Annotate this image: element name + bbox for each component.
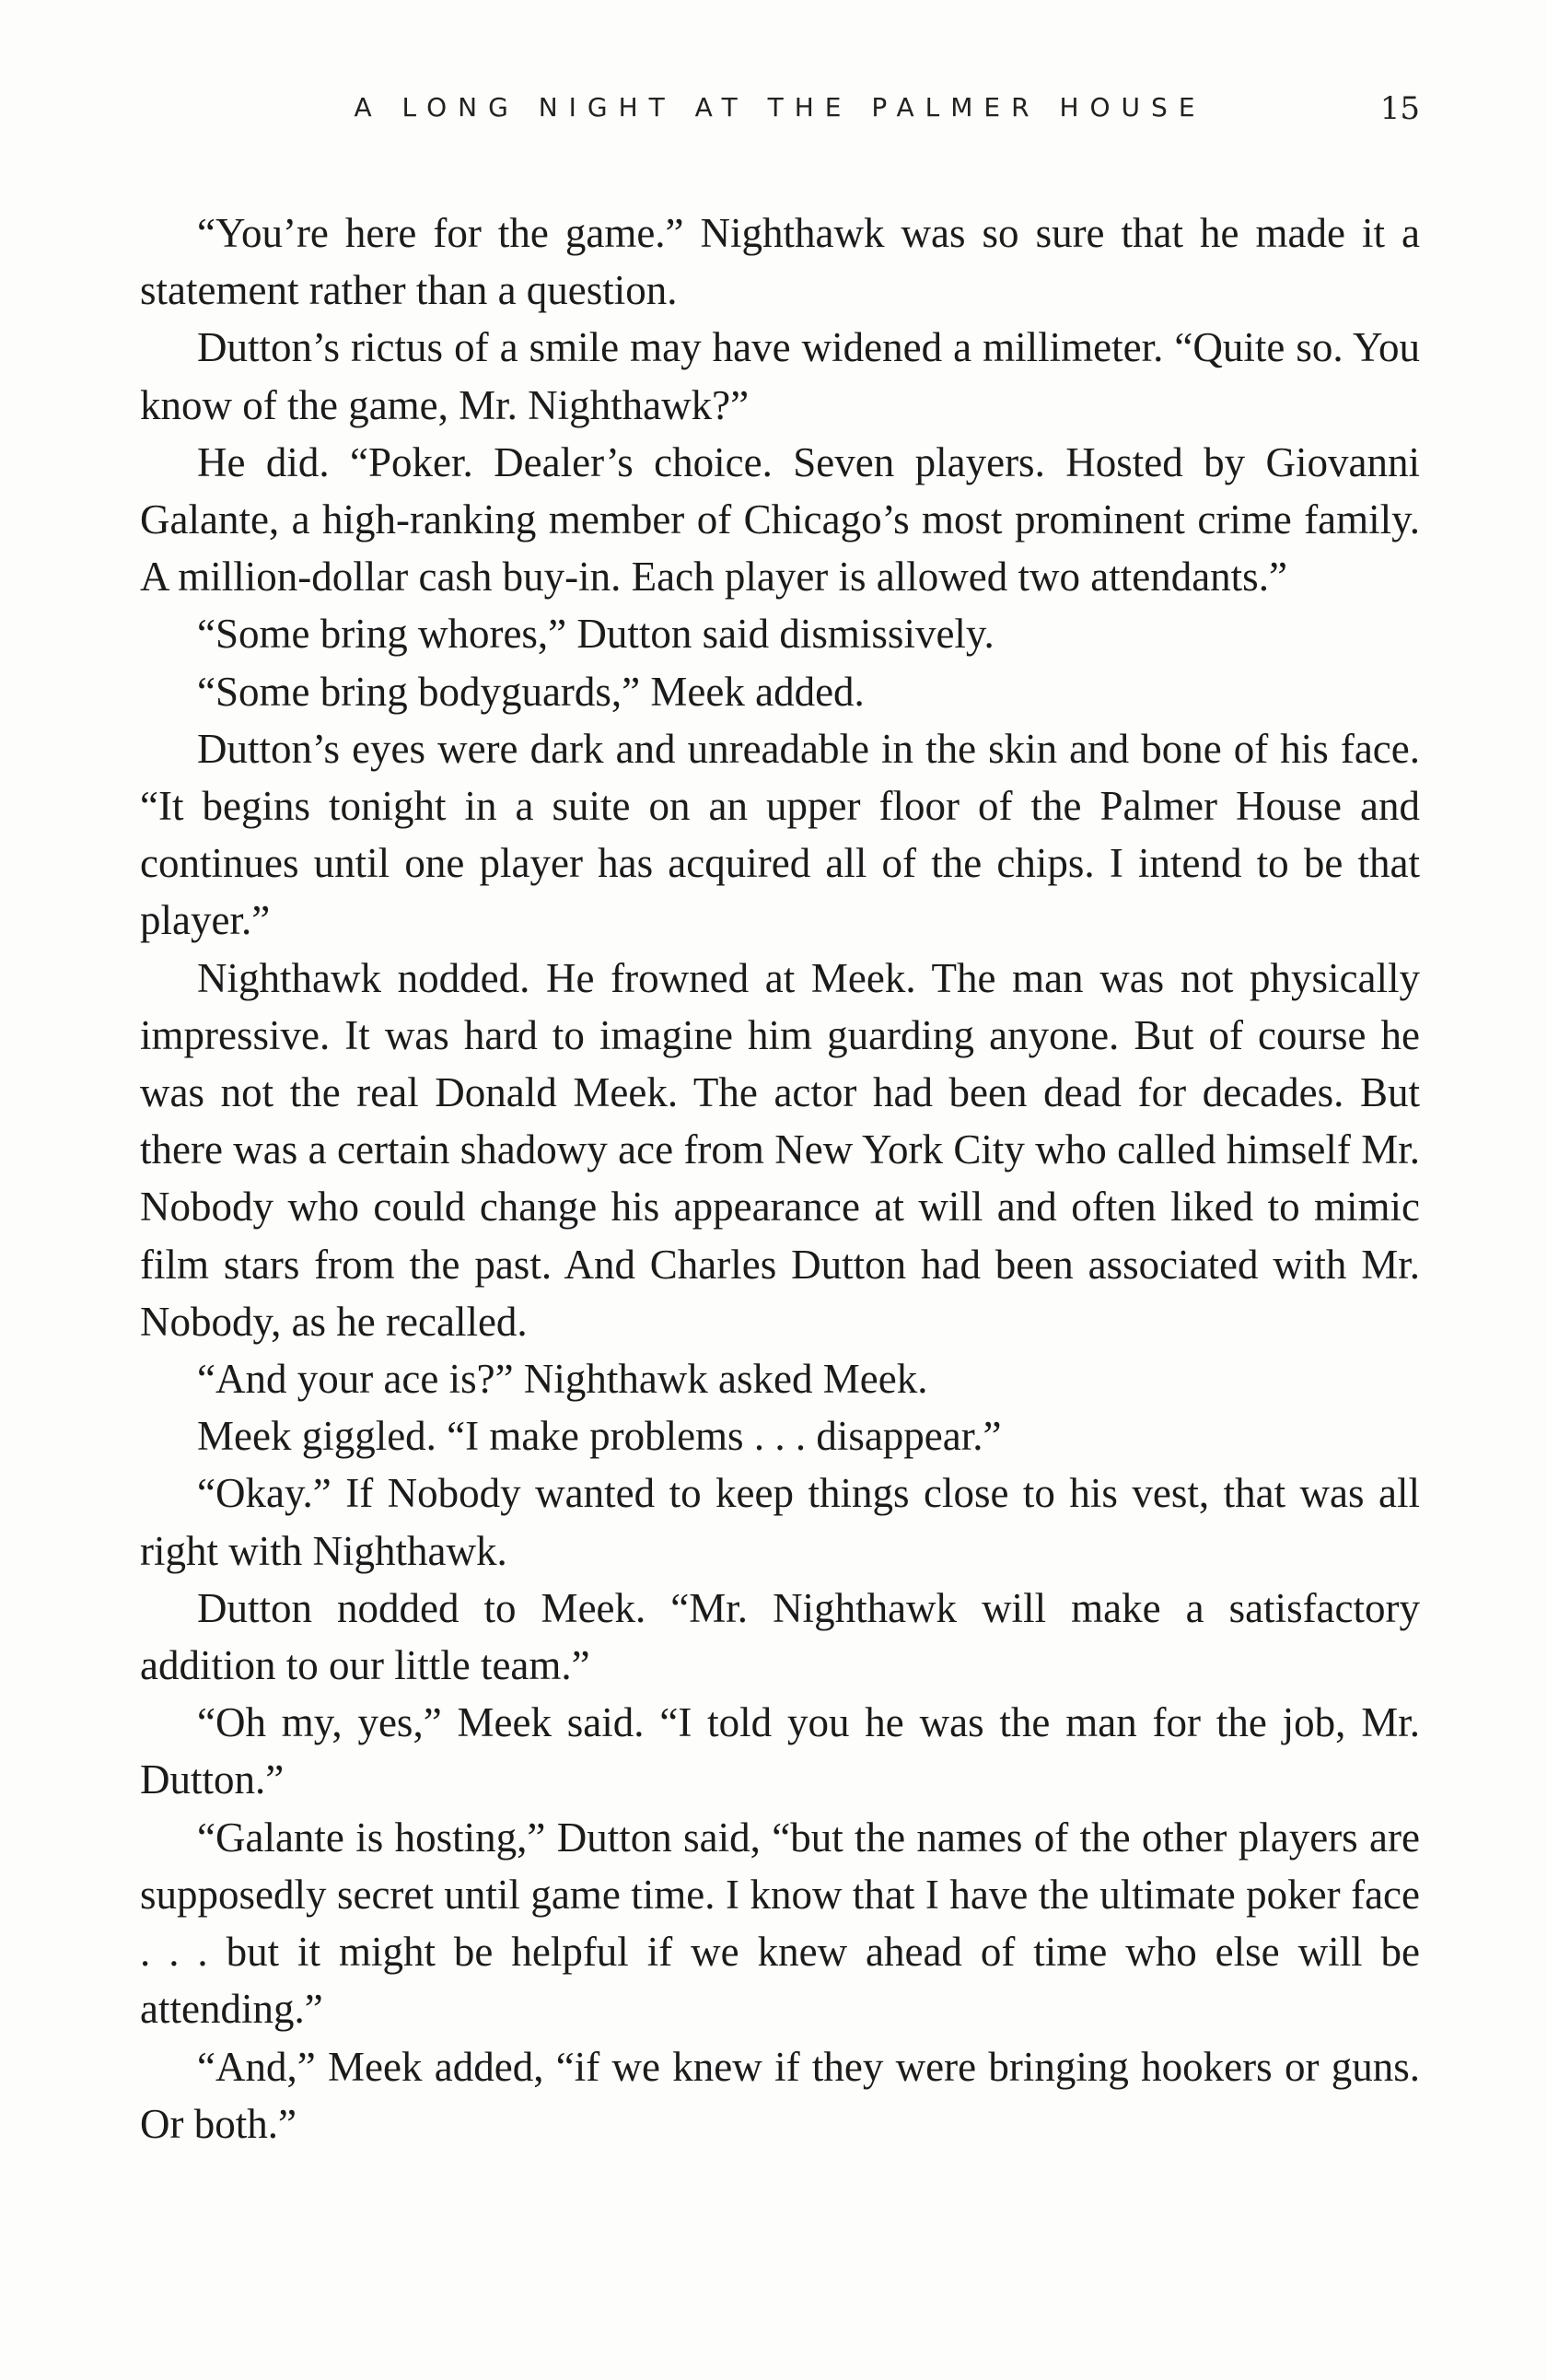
- paragraph: “And your ace is?” Nighthawk asked Meek.: [197, 1356, 928, 1403]
- paragraph: Meek giggled. “I make problems . . . disappear.”: [197, 1413, 1002, 1460]
- paragraph: “Galante is hosting,” Dutton said, “but the names of the other players are supposedly secret until game time. I know that I have the ultimate poker face . . . but it might be helpful if we knew ahead of time who else will be attending.”: [140, 1814, 1420, 2033]
- paragraph: He did. “Poker. Dealer’s choice. Seven players. Hosted by Giovanni Galante, a high-ranking member of Chicago’s most prominent crime family. A million-dollar cash buy-in. Each player is allowed two attendants.”: [140, 438, 1420, 601]
- paragraph: “And,” Meek added, “if we knew if they were bringing hookers or guns. Or both.”: [140, 2043, 1420, 2147]
- paragraph: Dutton’s rictus of a smile may have widened a millimeter. “Quite so. You know of the game, Mr. Nighthawk?”: [140, 324, 1420, 428]
- paragraph: “Okay.” If Nobody wanted to keep things close to his vest, that was all right with Nighthawk.: [140, 1470, 1420, 1574]
- running-head: [140, 92, 1420, 138]
- running-head-title: A LONG NIGHT AT THE PALMER HOUSE: [354, 92, 1206, 122]
- paragraph: Dutton nodded to Meek. “Mr. Nighthawk will make a satisfactory addition to our little team.”: [140, 1584, 1420, 1689]
- paragraph: “Oh my, yes,” Meek said. “I told you he was the man for the job, Mr. Dutton.”: [140, 1699, 1420, 1803]
- paragraph: Nighthawk nodded. He frowned at Meek. The man was not physically impressive. It was hard to imagine him guarding anyone. But of course he was not the real Donald Meek. The actor had been dead for decades. But there was a certain shadowy ace from New York City who called himself Mr. Nobody who could change his appearance at will and often liked to mimic film stars from the past. And Charles Dutton had been associated with Mr. Nobody, as he recalled.: [140, 954, 1420, 1345]
- paragraph: “Some bring whores,” Dutton said dismissively.: [197, 611, 994, 658]
- paragraph: “Some bring bodyguards,” Meek added.: [197, 668, 865, 715]
- paragraph: “You’re here for the game.” Nighthawk was so sure that he made it a statement rather than a question.: [140, 210, 1420, 314]
- body-text: [140, 204, 1420, 2152]
- page-number: 15: [1379, 90, 1420, 127]
- paragraph: Dutton’s eyes were dark and unreadable in the skin and bone of his face. “It begins tonight in a suite on an upper floor of the Palmer House and continues until one player has acquired all of the chips. I intend to be that player.”: [140, 725, 1420, 944]
